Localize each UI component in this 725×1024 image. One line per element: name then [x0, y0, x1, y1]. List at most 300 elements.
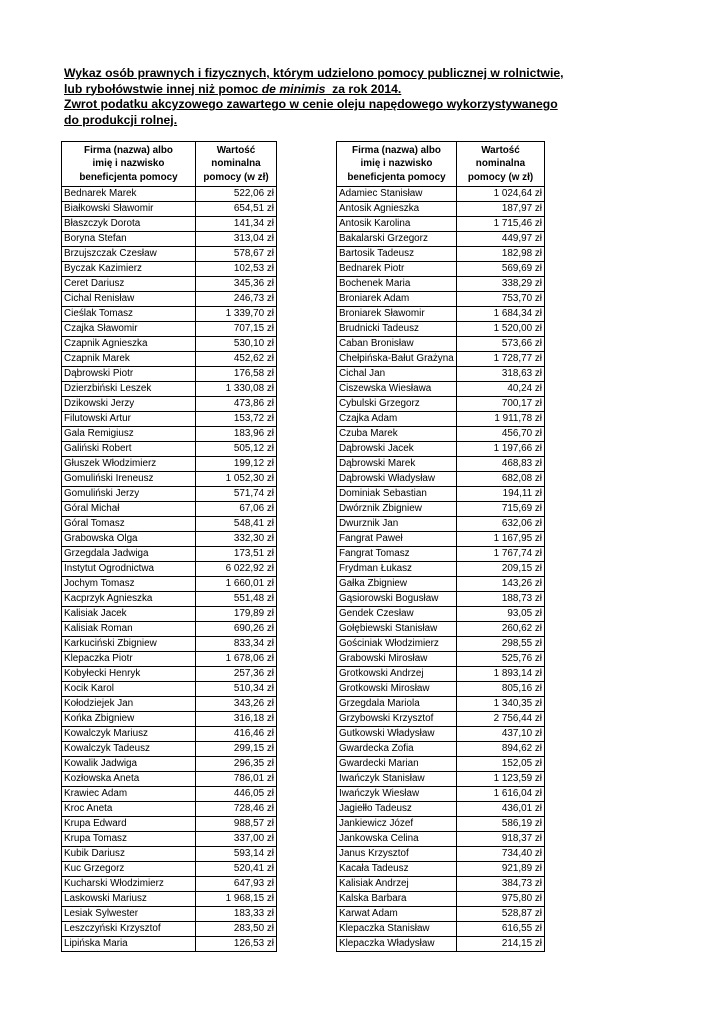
column-header-value-line: pomocy (w zł) — [467, 171, 534, 183]
aid-value-cell: 988,57 zł — [196, 817, 277, 832]
table-row — [62, 652, 277, 667]
aid-value-cell: 437,10 zł — [457, 727, 545, 742]
beneficiary-name-cell: Kowalik Jadwiga — [62, 757, 196, 772]
table-row — [337, 652, 545, 667]
beneficiary-name-cell: Kubik Dariusz — [62, 847, 196, 862]
aid-value-cell: 283,50 zł — [196, 922, 277, 937]
beneficiary-name-cell: Kowalczyk Mariusz — [62, 727, 196, 742]
beneficiary-name-cell: Bartosik Tadeusz — [337, 247, 457, 262]
table-row — [337, 727, 545, 742]
table-row — [62, 412, 277, 427]
aid-value-cell: 6 022,92 zł — [196, 562, 277, 577]
beneficiary-name-cell: Kalisiak Jacek — [62, 607, 196, 622]
aid-value-cell: 975,80 zł — [457, 892, 545, 907]
beneficiary-name-cell: Grzegdala Jadwiga — [62, 547, 196, 562]
aid-value-cell: 67,06 zł — [196, 502, 277, 517]
table-row — [337, 277, 545, 292]
table-row — [62, 922, 277, 937]
beneficiary-name-cell: Klepaczka Stanisław — [337, 922, 457, 937]
table-row — [337, 562, 545, 577]
table-header-row — [62, 142, 277, 187]
table-row — [62, 382, 277, 397]
beneficiary-name-cell: Broniarek Sławomir — [337, 307, 457, 322]
beneficiary-name-cell: Jankiewicz Józef — [337, 817, 457, 832]
table-row — [337, 247, 545, 262]
aid-value-cell: 188,73 zł — [457, 592, 545, 607]
beneficiary-name-cell: Ceret Dariusz — [62, 277, 196, 292]
table-row — [62, 292, 277, 307]
aid-value-cell: 446,05 zł — [196, 787, 277, 802]
beneficiary-name-cell: Gendek Czesław — [337, 607, 457, 622]
aid-value-cell: 199,12 zł — [196, 457, 277, 472]
beneficiary-name-cell: Czapnik Marek — [62, 352, 196, 367]
table-row — [62, 367, 277, 382]
table-row — [62, 442, 277, 457]
table-row — [62, 187, 277, 202]
beneficiary-name-cell: Białkowski Sławomir — [62, 202, 196, 217]
aid-value-cell: 209,15 zł — [457, 562, 545, 577]
table-row — [62, 682, 277, 697]
column-header-name-line: Firma (nazwa) albo — [84, 144, 173, 156]
aid-value-cell: 571,74 zł — [196, 487, 277, 502]
aid-value-cell: 449,97 zł — [457, 232, 545, 247]
column-header-value-line: Wartość — [481, 144, 520, 156]
aid-value-cell: 1 123,59 zł — [457, 772, 545, 787]
beneficiary-name-cell: Kucharski Włodzimierz — [62, 877, 196, 892]
table-row — [337, 667, 545, 682]
table-row — [337, 262, 545, 277]
aid-value-cell: 436,01 zł — [457, 802, 545, 817]
table-row — [62, 232, 277, 247]
beneficiary-name-cell: Błaszczyk Dorota — [62, 217, 196, 232]
table-row — [337, 922, 545, 937]
table-row — [337, 862, 545, 877]
table-row — [337, 307, 545, 322]
aid-value-cell: 143,26 zł — [457, 577, 545, 592]
beneficiary-name-cell: Janus Krzysztof — [337, 847, 457, 862]
aid-value-cell: 586,19 zł — [457, 817, 545, 832]
beneficiary-name-cell: Instytut Ogrodnictwa — [62, 562, 196, 577]
aid-value-cell: 505,12 zł — [196, 442, 277, 457]
beneficiary-name-cell: Końka Zbigniew — [62, 712, 196, 727]
beneficiary-name-cell: Brzujszczak Czesław — [62, 247, 196, 262]
beneficiary-name-cell: Bednarek Piotr — [337, 262, 457, 277]
aid-value-cell: 805,16 zł — [457, 682, 545, 697]
aid-value-cell: 246,73 zł — [196, 292, 277, 307]
column-header-name-line: Firma (nazwa) albo — [352, 144, 441, 156]
table-row — [337, 487, 545, 502]
beneficiary-name-cell: Dąbrowski Piotr — [62, 367, 196, 382]
beneficiary-name-cell: Laskowski Mariusz — [62, 892, 196, 907]
table-row — [62, 547, 277, 562]
table-row — [337, 502, 545, 517]
aid-value-cell: 316,18 zł — [196, 712, 277, 727]
table-row — [337, 637, 545, 652]
beneficiary-name-cell: Kalisiak Andrzej — [337, 877, 457, 892]
table-row — [337, 457, 545, 472]
aid-value-cell: 753,70 zł — [457, 292, 545, 307]
table-row — [337, 832, 545, 847]
beneficiary-name-cell: Głuszek Włodzimierz — [62, 457, 196, 472]
table-row — [337, 202, 545, 217]
table-row — [62, 487, 277, 502]
aid-value-cell: 126,53 zł — [196, 937, 277, 952]
aid-value-cell: 510,34 zł — [196, 682, 277, 697]
aid-value-cell: 833,34 zł — [196, 637, 277, 652]
beneficiary-name-cell: Jochym Tomasz — [62, 577, 196, 592]
beneficiary-name-cell: Gałka Zbigniew — [337, 577, 457, 592]
table-row — [337, 577, 545, 592]
title-line-1: Wykaz osób prawnych i fizycznych, którym udzielono pomocy publicznej w rolnictwie, — [64, 66, 564, 80]
aid-value-cell: 173,51 zł — [196, 547, 277, 562]
aid-value-cell: 152,05 zł — [457, 757, 545, 772]
beneficiary-name-cell: Góral Tomasz — [62, 517, 196, 532]
table-row — [62, 517, 277, 532]
beneficiary-name-cell: Kobyłecki Henryk — [62, 667, 196, 682]
aid-value-cell: 593,14 zł — [196, 847, 277, 862]
aid-value-cell: 1 340,35 zł — [457, 697, 545, 712]
column-header-name — [337, 142, 457, 187]
aid-value-cell: 700,17 zł — [457, 397, 545, 412]
title-line-2-emphasis: de minimis — [261, 81, 326, 96]
title-line-2 — [64, 82, 684, 98]
aid-value-cell: 1 052,30 zł — [196, 472, 277, 487]
aid-value-cell: 345,36 zł — [196, 277, 277, 292]
table-row — [337, 292, 545, 307]
beneficiary-name-cell: Gwardecki Marian — [337, 757, 457, 772]
table-row — [62, 817, 277, 832]
aid-value-cell: 332,30 zł — [196, 532, 277, 547]
beneficiary-name-cell: Grabowski Mirosław — [337, 652, 457, 667]
table-row — [62, 907, 277, 922]
beneficiary-name-cell: Boryna Stefan — [62, 232, 196, 247]
table-row — [337, 682, 545, 697]
aid-value-cell: 299,15 zł — [196, 742, 277, 757]
beneficiary-name-cell: Bakalarski Grzegorz — [337, 232, 457, 247]
table-row — [62, 322, 277, 337]
aid-value-cell: 1 330,08 zł — [196, 382, 277, 397]
table-row — [62, 727, 277, 742]
aid-value-cell: 183,33 zł — [196, 907, 277, 922]
beneficiary-name-cell: Dominiak Sebastian — [337, 487, 457, 502]
beneficiary-name-cell: Czajka Adam — [337, 412, 457, 427]
beneficiary-name-cell: Kacała Tadeusz — [337, 862, 457, 877]
column-header-value-line: nominalna — [211, 158, 261, 170]
aid-value-cell: 337,00 zł — [196, 832, 277, 847]
aid-value-cell: 182,98 zł — [457, 247, 545, 262]
aid-value-cell: 578,67 zł — [196, 247, 277, 262]
aid-value-cell: 1 893,14 zł — [457, 667, 545, 682]
aid-value-cell: 690,26 zł — [196, 622, 277, 637]
table-row — [337, 907, 545, 922]
aid-value-cell: 176,58 zł — [196, 367, 277, 382]
beneficiary-name-cell: Dzikowski Jerzy — [62, 397, 196, 412]
aid-value-cell: 1 339,70 zł — [196, 307, 277, 322]
table-row — [62, 562, 277, 577]
beneficiary-name-cell: Gomuliński Ireneusz — [62, 472, 196, 487]
beneficiary-name-cell: Grzegdala Mariola — [337, 697, 457, 712]
aid-value-cell: 187,97 zł — [457, 202, 545, 217]
aid-value-cell: 520,41 zł — [196, 862, 277, 877]
table-row — [337, 742, 545, 757]
table-row — [62, 607, 277, 622]
title-line-2-start: lub rybołówstwie innej niż pomoc — [64, 81, 262, 96]
beneficiary-name-cell: Kuc Grzegorz — [62, 862, 196, 877]
beneficiary-name-cell: Iwańczyk Wiesław — [337, 787, 457, 802]
beneficiary-name-cell: Fangrat Paweł — [337, 532, 457, 547]
beneficiary-name-cell: Dzierzbiński Leszek — [62, 382, 196, 397]
aid-value-cell: 1 684,34 zł — [457, 307, 545, 322]
beneficiary-name-cell: Lipińska Maria — [62, 937, 196, 952]
aid-value-cell: 1 660,01 zł — [196, 577, 277, 592]
beneficiary-name-cell: Kalska Barbara — [337, 892, 457, 907]
aid-value-cell: 715,69 zł — [457, 502, 545, 517]
table-row — [337, 217, 545, 232]
aid-value-cell: 728,46 zł — [196, 802, 277, 817]
beneficiary-name-cell: Klepaczka Władysław — [337, 937, 457, 952]
table-row — [337, 592, 545, 607]
table-row — [337, 697, 545, 712]
table-row — [62, 262, 277, 277]
table-row — [62, 772, 277, 787]
beneficiary-name-cell: Dwórznik Zbigniew — [337, 502, 457, 517]
aid-value-cell: 786,01 zł — [196, 772, 277, 787]
title-line-4: do produkcji rolnej. — [64, 112, 178, 127]
aid-value-cell: 456,70 zł — [457, 427, 545, 442]
aid-value-cell: 569,69 zł — [457, 262, 545, 277]
aid-value-cell: 548,41 zł — [196, 517, 277, 532]
table-row — [337, 787, 545, 802]
beneficiary-name-cell: Karwat Adam — [337, 907, 457, 922]
table-row — [337, 397, 545, 412]
aid-value-cell: 918,37 zł — [457, 832, 545, 847]
table-row — [337, 322, 545, 337]
column-header-name-line: beneficjenta pomocy — [79, 171, 178, 183]
table-row — [337, 622, 545, 637]
aid-value-cell: 682,08 zł — [457, 472, 545, 487]
beneficiary-name-cell: Jagiełło Tadeusz — [337, 802, 457, 817]
beneficiary-name-cell: Krupa Tomasz — [62, 832, 196, 847]
beneficiary-name-cell: Gwardecka Zofia — [337, 742, 457, 757]
aid-value-cell: 734,40 zł — [457, 847, 545, 862]
table-row — [337, 472, 545, 487]
table-row — [337, 817, 545, 832]
table-row — [337, 442, 545, 457]
beneficiary-name-cell: Karkuciński Zbigniew — [62, 637, 196, 652]
title-line-2-end: za rok 2014. — [325, 81, 402, 96]
beneficiary-name-cell: Caban Bronisław — [337, 337, 457, 352]
table-row — [62, 757, 277, 772]
beneficiary-name-cell: Cybulski Grzegorz — [337, 397, 457, 412]
table-row — [62, 502, 277, 517]
table-row — [337, 532, 545, 547]
table-row — [62, 667, 277, 682]
table-row — [62, 802, 277, 817]
beneficiary-name-cell: Gościniak Włodzimierz — [337, 637, 457, 652]
table-row — [62, 217, 277, 232]
beneficiary-name-cell: Filutowski Artur — [62, 412, 196, 427]
aid-value-cell: 654,51 zł — [196, 202, 277, 217]
aid-value-cell: 1 520,00 zł — [457, 322, 545, 337]
beneficiary-name-cell: Fangrat Tomasz — [337, 547, 457, 562]
aid-value-cell: 1 968,15 zł — [196, 892, 277, 907]
beneficiary-name-cell: Antosik Karolina — [337, 217, 457, 232]
table-row — [337, 427, 545, 442]
aid-value-cell: 183,96 zł — [196, 427, 277, 442]
table-row — [337, 517, 545, 532]
beneficiary-name-cell: Grotkowski Mirosław — [337, 682, 457, 697]
table-row — [62, 577, 277, 592]
table-row — [62, 847, 277, 862]
aid-value-cell: 384,73 zł — [457, 877, 545, 892]
aid-value-cell: 647,93 zł — [196, 877, 277, 892]
table-row — [62, 532, 277, 547]
table-row — [62, 307, 277, 322]
beneficiary-name-cell: Kołodziejek Jan — [62, 697, 196, 712]
aid-value-cell: 1 911,78 zł — [457, 412, 545, 427]
table-row — [337, 232, 545, 247]
beneficiary-name-cell: Bednarek Marek — [62, 187, 196, 202]
aid-value-cell: 141,34 zł — [196, 217, 277, 232]
beneficiary-name-cell: Brudnicki Tadeusz — [337, 322, 457, 337]
table-row — [62, 247, 277, 262]
aid-value-cell: 102,53 zł — [196, 262, 277, 277]
beneficiary-name-cell: Iwańczyk Stanisław — [337, 772, 457, 787]
aid-value-cell: 338,29 zł — [457, 277, 545, 292]
aid-value-cell: 921,89 zł — [457, 862, 545, 877]
table-row — [337, 547, 545, 562]
beneficiary-name-cell: Krupa Edward — [62, 817, 196, 832]
beneficiary-name-cell: Kocik Karol — [62, 682, 196, 697]
beneficiary-name-cell: Kacprzyk Agnieszka — [62, 592, 196, 607]
table-row — [62, 427, 277, 442]
column-header-name — [62, 142, 196, 187]
column-header-name-line: beneficjenta pomocy — [347, 171, 446, 183]
table-row — [337, 802, 545, 817]
beneficiary-name-cell: Dwurznik Jan — [337, 517, 457, 532]
table-row — [62, 337, 277, 352]
beneficiary-name-cell: Chełpińska-Bałut Grażyna — [337, 352, 457, 367]
aid-value-cell: 298,55 zł — [457, 637, 545, 652]
beneficiary-name-cell: Frydman Łukasz — [337, 562, 457, 577]
aid-value-cell: 1 728,77 zł — [457, 352, 545, 367]
table-row — [337, 382, 545, 397]
aid-value-cell: 214,15 zł — [457, 937, 545, 952]
column-header-value — [196, 142, 277, 187]
column-header-value-line: pomocy (w zł) — [203, 171, 269, 183]
beneficiary-name-cell: Kroc Aneta — [62, 802, 196, 817]
beneficiary-name-cell: Dąbrowski Marek — [337, 457, 457, 472]
beneficiary-name-cell: Czajka Sławomir — [62, 322, 196, 337]
table-row — [337, 337, 545, 352]
table-header-row — [337, 142, 545, 187]
aid-value-cell: 616,55 zł — [457, 922, 545, 937]
document-title — [64, 66, 684, 128]
table-row — [337, 412, 545, 427]
beneficiary-table-left — [61, 141, 277, 952]
beneficiary-name-cell: Gomuliński Jerzy — [62, 487, 196, 502]
aid-value-cell: 551,48 zł — [196, 592, 277, 607]
table-row — [62, 352, 277, 367]
aid-value-cell: 525,76 zł — [457, 652, 545, 667]
table-row — [62, 742, 277, 757]
table-row — [62, 592, 277, 607]
beneficiary-name-cell: Leszczyński Krzysztof — [62, 922, 196, 937]
aid-value-cell: 260,62 zł — [457, 622, 545, 637]
beneficiary-name-cell: Bochenek Maria — [337, 277, 457, 292]
beneficiary-name-cell: Grabowska Olga — [62, 532, 196, 547]
aid-value-cell: 416,46 zł — [196, 727, 277, 742]
aid-value-cell: 1 767,74 zł — [457, 547, 545, 562]
table-row — [62, 637, 277, 652]
table-row — [62, 277, 277, 292]
table-row — [337, 712, 545, 727]
column-header-value-line: Wartość — [216, 144, 256, 156]
beneficiary-name-cell: Kozłowska Aneta — [62, 772, 196, 787]
beneficiary-name-cell: Broniarek Adam — [337, 292, 457, 307]
table-row — [62, 832, 277, 847]
table-row — [62, 937, 277, 952]
beneficiary-name-cell: Cichal Renisław — [62, 292, 196, 307]
aid-value-cell: 522,06 zł — [196, 187, 277, 202]
table-row — [337, 352, 545, 367]
table-row — [62, 712, 277, 727]
beneficiary-name-cell: Kalisiak Roman — [62, 622, 196, 637]
beneficiary-name-cell: Dąbrowski Władysław — [337, 472, 457, 487]
table-row — [62, 202, 277, 217]
beneficiary-name-cell: Klepaczka Piotr — [62, 652, 196, 667]
aid-value-cell: 296,35 zł — [196, 757, 277, 772]
aid-value-cell: 179,89 zł — [196, 607, 277, 622]
table-row — [62, 877, 277, 892]
column-header-value-line: nominalna — [475, 158, 526, 170]
aid-value-cell: 153,72 zł — [196, 412, 277, 427]
beneficiary-name-cell: Gołębiewski Stanisław — [337, 622, 457, 637]
column-header-value — [457, 142, 545, 187]
beneficiary-name-cell: Gutkowski Władysław — [337, 727, 457, 742]
aid-value-cell: 257,36 zł — [196, 667, 277, 682]
aid-value-cell: 894,62 zł — [457, 742, 545, 757]
beneficiary-name-cell: Krawiec Adam — [62, 787, 196, 802]
aid-value-cell: 1 197,66 zł — [457, 442, 545, 457]
table-row — [337, 757, 545, 772]
beneficiary-name-cell: Ciszewska Wiesława — [337, 382, 457, 397]
aid-value-cell: 452,62 zł — [196, 352, 277, 367]
aid-value-cell: 528,87 zł — [457, 907, 545, 922]
beneficiary-name-cell: Gąsiorowski Bogusław — [337, 592, 457, 607]
beneficiary-name-cell: Galiński Robert — [62, 442, 196, 457]
aid-value-cell: 343,26 zł — [196, 697, 277, 712]
table-row — [62, 457, 277, 472]
aid-value-cell: 1 024,64 zł — [457, 187, 545, 202]
beneficiary-name-cell: Grzybowski Krzysztof — [337, 712, 457, 727]
beneficiary-name-cell: Cieślak Tomasz — [62, 307, 196, 322]
table-row — [62, 622, 277, 637]
table-row — [337, 892, 545, 907]
aid-value-cell: 1 715,46 zł — [457, 217, 545, 232]
table-row — [337, 772, 545, 787]
beneficiary-name-cell: Grotkowski Andrzej — [337, 667, 457, 682]
beneficiary-name-cell: Antosik Agnieszka — [337, 202, 457, 217]
table-row — [62, 787, 277, 802]
aid-value-cell: 473,86 zł — [196, 397, 277, 412]
table-row — [337, 937, 545, 952]
beneficiary-name-cell: Cichal Jan — [337, 367, 457, 382]
table-row — [62, 472, 277, 487]
table-row — [337, 877, 545, 892]
table-row — [337, 187, 545, 202]
beneficiary-name-cell: Czapnik Agnieszka — [62, 337, 196, 352]
